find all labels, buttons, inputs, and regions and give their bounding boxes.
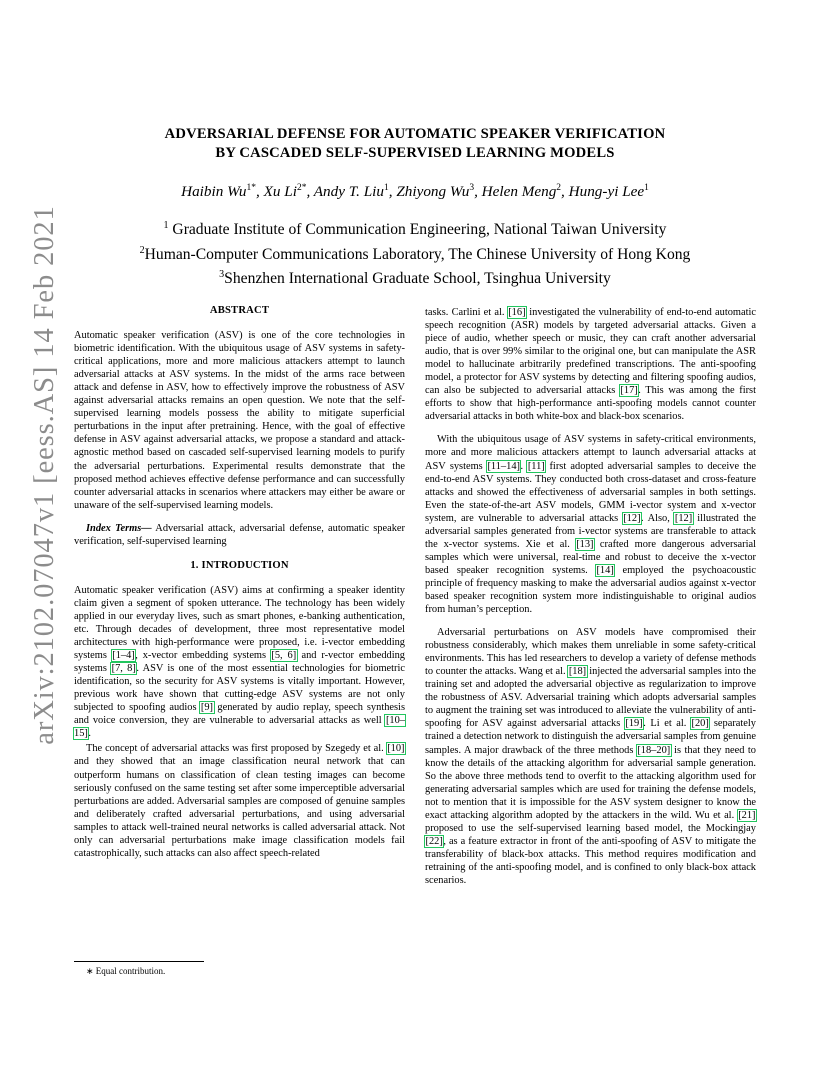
citation-link[interactable]: [9] [200,702,214,714]
title-line-1: ADVERSARIAL DEFENSE FOR AUTOMATIC SPEAKER VERIFICATION [164,126,666,142]
author-affiliation-mark: 3 [469,183,475,193]
citation-link[interactable]: [11] [527,460,545,472]
author-name: Helen Meng [481,183,557,201]
intro-paragraph-2: The concept of adversarial attacks was first proposed by Szegedy et al. [10] and they showed that an image classification neural network that can outperform humans on classification of clean testing images can become seriously confused on the same testing set after some imperceptible adversarial perturbations are added. Adversarial samples are composed of genuine samples and deliberately crafted adversarial perturbations, and using adversarial samples to attack well-trained neural networks is called adversarial attack. Not only can adversarial perturbations make image classification models fail catastrophically, such attacks can also affect speech-related [74,743,405,859]
affiliation-list [74,216,756,290]
citation-link[interactable]: [10–15] [74,715,405,740]
citation-link[interactable]: [13] [576,538,594,550]
author-name: Zhiyong Wu [396,183,470,201]
right-column [425,306,756,887]
citation-link[interactable]: [10] [387,743,405,755]
abstract-heading: ABSTRACT [209,305,270,316]
citation-link[interactable]: [12] [623,512,641,524]
footnote-equal-contribution: ∗ Equal contribution. [86,966,166,976]
paper-title [74,125,756,163]
author-list: Haibin $Wu^{1*}$, Xu $Li^{2*}$, Andy T. Liu$^1$, Zhiyong Wu$^3$, Helen Meng$^2$, Hung-yi Lee$^1$ [181,183,649,201]
author-affiliation-mark: 1* [246,183,257,193]
author-affiliation-mark: 2 [556,183,562,193]
affiliation-line [74,265,756,290]
author-affiliation-mark: 2* [296,183,307,193]
right-paragraph-1: tasks. Carlini et al. [16] investigated the vulnerability of end-to-end automatic speech recognition (ASR) models by targeted adversarial attacks. Given a piece of audio, whether speech or music, they can craft another adversarial audio, that is over 99% similar to the original one, but can manipulate the ASR model to hallucinate arbitrarily predefined transcriptions. The anti-spoofing model, a protector for ASV systems by detecting and filtering spoofing audios, can also be subjected to adversarial attacks [17]. This was among the first efforts to show that high-performance anti-spoofing models cannot counter adversarial attacks in both white-box and black-box scenarios. [425,307,756,423]
affiliation-mark: 2 [139,244,145,256]
citation-link[interactable]: [21] [738,809,756,821]
right-paragraph-2: With the ubiquitous usage of ASV systems in safety-critical environments, more and more malicious attackers attempt to launch adversarial attacks at ASV systems [11–14]. [11] first adopted adversarial samples to deceive the end-to-end ASV systems. They conducted both cross-dataset and cross-feature attacks and showed the effectiveness of adversarial samples in both settings. Even the state-of-the-art ASV models, GMM i-vector system and x-vector system, are vulnerable to adversarial attacks [12]. Also, [12] illustrated the adversarial samples generated from i-vector systems are transferable to attack the x-vector systems. Xie et al. [13] crafted more dangerous adversarial samples which were universal, real-time and robust to deceive the x-vector based speaker recognition systems. [14] employed the psychoacoustic principle of frequency masking to make the adversarial audios against x-vector based speaker recognition system more indistinguishable to original audios from human’s perception. [425,434,757,616]
abstract-text: Automatic speaker verification (ASV) is one of the core technologies in biometric identification. With the ubiquitous usage of ASV systems in safety-critical applications, more and more malicious attackers attempt to launch adversarial attacks at ASV systems. In the midst of the arms race between attack and defense in ASV, how to effectively improve the robustness of ASV against adversarial attacks remains an open question. We note that the self-supervised learning models possess the ability to mitigate superficial perturbations in the input after pretraining. Hence, with the goal of effective defense in ASV against adversarial attacks, we propose a standard and attack-agnostic method based on cascaded self-supervised learning models to purify the adversarial perturbations. Experimental results demonstrate that the proposed method achieves effective defense performance and can successfully counter adversarial attacks in scenarios where attackers may either be aware or unaware of the self-supervised learning models. [74,330,405,511]
footnote-rule [74,961,204,962]
affiliation-line [74,216,756,241]
left-column [74,304,405,860]
citation-link[interactable]: [20] [691,718,709,730]
citation-link[interactable]: [7, 8] [111,663,136,675]
citation-link[interactable]: [19] [625,718,643,730]
affiliation-text: Shenzhen International Graduate School, Tsinghua University [224,270,611,288]
index-terms-label: Index Terms— [86,522,152,534]
author-name: Haibin Wu [181,183,247,201]
author-affiliation-mark: 1 [644,183,649,193]
citation-link[interactable]: [14] [596,564,614,576]
citation-link[interactable]: [1–4] [112,650,135,662]
index-terms [74,522,405,548]
affiliation-text: Human-Computer Communications Laboratory, The Chinese University of Hong Kong [144,245,691,263]
citation-link[interactable]: [11–14] [487,460,520,472]
introduction-heading: 1. INTRODUCTION [190,559,289,571]
citation-link[interactable]: [5, 6] [271,650,297,662]
citation-link[interactable]: [18] [568,666,587,678]
title-line-2: BY CASCADED SELF-SUPERVISED LEARNING MODELS [215,145,615,161]
affiliation-mark: 3 [219,269,225,281]
author-name: Xu Li [263,183,297,201]
affiliation-text: Graduate Institute of Communication Engineering, National Taiwan University [168,221,667,239]
right-paragraph-3: Adversarial perturbations on ASV models have compromised their robustness considerably, which makes them unreliable in some safety-critical environments. This has led researchers to develop a variety of defense methods to counter the attacks. Wang et al. [18] injected the adversarial samples into the training set and adopted the adversarial objective as regularization to improve the robustness of ASV. Adversarial training which adopts adversarial samples to augment the training set was introduced to alleviate the vulnerability of anti-spoofing for ASV against adversarial attacks [19]. Li et al. [20] separately trained a detection network to distinguish the adversarial samples from genuine samples. A major drawback of the three methods [18–20] is that they need to know the details of the attacking algorithm for adversarial sample generation. So the above three methods tend to overfit to the attacking algorithm used for generating adversarial samples which are used for training the defense models, not to mention that it is impossible for the ASV system designer to know the exact attacking algorithm adopted by the attackers in the wild. Wu et al. [21] proposed to use the self-supervised learning based model, the Mockingjay [22], as a feature extractor in front of the anti-spoofing of ASV to mitigate the transferability of black-box attacks. This method requires modification and retraining of the anti-spoofing model, and is confined to only black-box attack scenarios. [425,627,757,886]
author-name: Andy T. Liu [313,183,384,201]
index-terms-text: Adversarial attack, adversarial defense, automatic speaker verification, self-supervised learning [74,522,405,547]
author-name: Hung-yi Lee [568,183,645,201]
affiliation-line [74,241,756,266]
citation-link[interactable]: [22] [425,835,443,847]
citation-link[interactable]: [18–20] [637,744,671,756]
author-affiliation-mark: 1 [383,183,389,193]
affiliation-mark: 1 [163,220,169,231]
intro-paragraph-1: Automatic speaker verification (ASV) aims at confirming a speaker identity claim given a segment of spoken utterance. The technology has been widely applied in our everyday lives, such as smart phones, e-banking authentication, etc. Through decades of development, three most representative model architectures with high-performance were proposed, i.e. i-vector embedding systems [1–4], x-vector embedding systems [5, 6] and r-vector embedding systems [7, 8]. ASV is one of the most essential technologies for biometric identification, so the security for ASV systems is vitally important. However, previous work have shown that cutting-edge ASV systems are not only subjected to spoofing audios [9] generated by audio replay, speech synthesis and voice conversion, they are vulnerable to adversarial attacks as well [10–15]. [74,584,406,740]
citation-link[interactable]: [16] [508,307,526,318]
citation-link[interactable]: [17] [620,385,638,397]
citation-link[interactable]: [12] [674,512,693,524]
arxiv-identifier-stamp: arXiv:2102.07047v1 [eess.AS] 14 Feb 2021 [29,205,60,745]
